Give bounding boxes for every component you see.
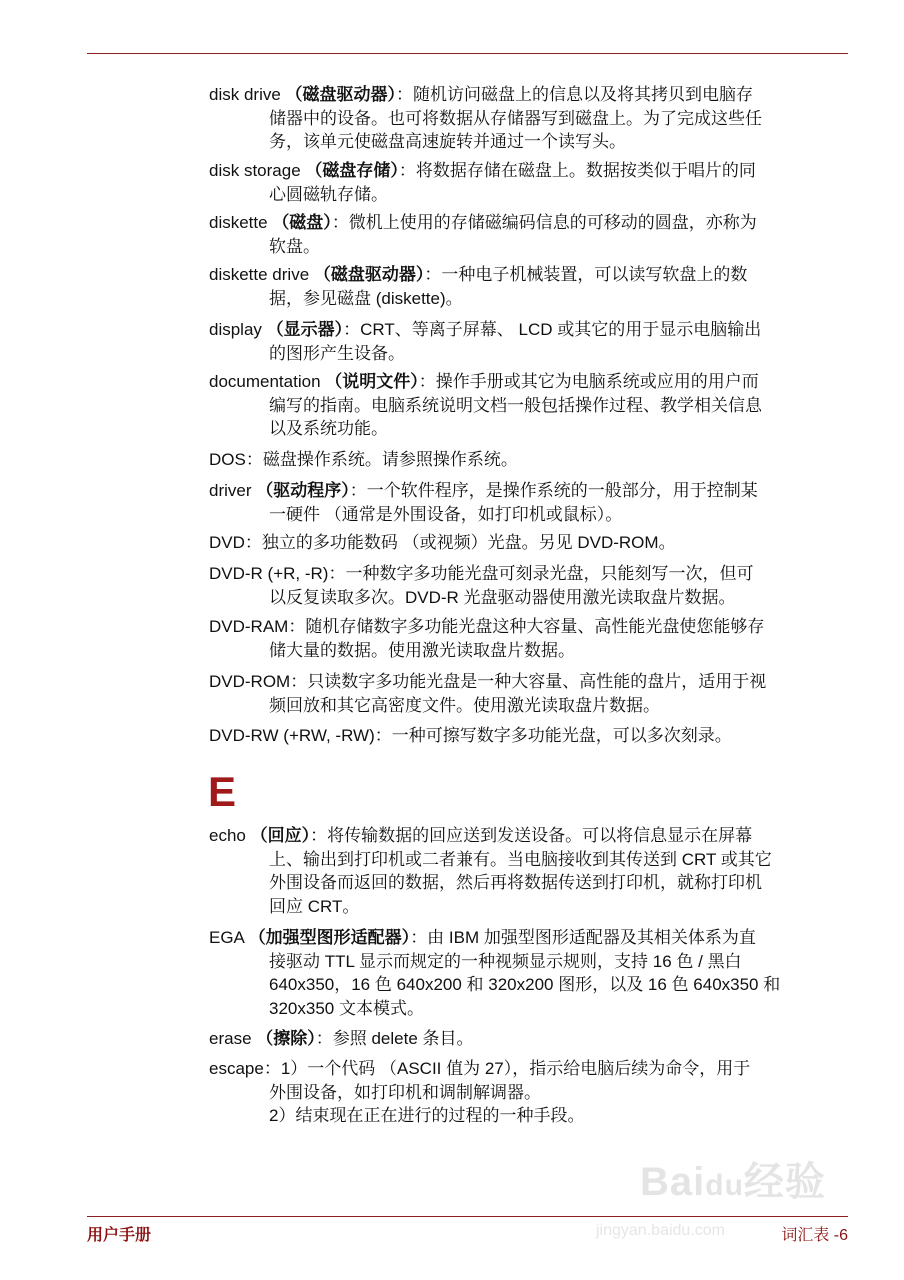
footer-rule [87, 1216, 848, 1217]
entry-term: DOS [209, 450, 246, 469]
glossary-entry [209, 531, 859, 555]
glossary-entry [209, 562, 859, 609]
entry-definition: ：参照 delete 条目。 [315, 1029, 474, 1048]
entry-term: DVD [209, 533, 245, 552]
watermark-url: jingyan.baidu.com [596, 1222, 725, 1239]
entry-first-line [209, 615, 859, 639]
entry-first-line [209, 211, 859, 235]
entry-continuation: 心圆磁轨存储。 [269, 184, 388, 204]
glossary-entry [209, 370, 859, 441]
glossary-entry [209, 615, 859, 662]
entry-definition: ：将数据存储在磁盘上。数据按类似于唱片的同 [398, 161, 756, 180]
entry-first-line [209, 926, 859, 950]
entry-continuation: 据，参见磁盘 (diskette)。 [269, 288, 463, 308]
entry-term-chinese: （回应） [250, 826, 311, 845]
entry-definition: ：一种可擦写数字多功能光盘，可以多次刻录。 [374, 726, 732, 745]
entry-definition: ：一个软件程序，是操作系统的一般部分，用于控制某 [349, 481, 758, 500]
watermark-logo: Baidu经验 [640, 1160, 826, 1204]
header-rule [87, 53, 848, 54]
entry-term: EGA [209, 928, 249, 947]
entry-continuation: 外围设备，如打印机和调制解调器。 [269, 1082, 541, 1102]
entry-continuation: 编写的指南。电脑系统说明文档一般包括操作过程、教学相关信息 [269, 395, 762, 415]
entry-term: diskette drive [209, 265, 314, 284]
entry-definition: ：1）一个代码 （ASCII 值为 27），指示给电脑后续为命令，用于 [263, 1059, 751, 1078]
footer-title: 用户手册 [87, 1227, 152, 1244]
glossary-entry [209, 211, 859, 258]
entry-continuation: 320x350 文本模式。 [269, 998, 424, 1018]
entry-continuation: 频回放和其它高密度文件。使用激光读取盘片数据。 [269, 695, 660, 715]
entry-first-line [209, 724, 859, 748]
entry-term: disk drive [209, 85, 286, 104]
entry-definition: ：微机上使用的存储磁编码信息的可移动的圆盘，亦称为 [331, 213, 757, 232]
entry-definition: ：随机访问磁盘上的信息以及将其拷贝到电脑存 [396, 85, 754, 104]
glossary-entry [209, 263, 859, 310]
entry-first-line [209, 318, 859, 342]
entry-continuation: 回应 CRT。 [269, 896, 360, 916]
entry-term-chinese: （磁盘存储） [305, 161, 399, 180]
entry-term: display [209, 320, 267, 339]
entry-definition: ：一种数字多功能光盘可刻录光盘，只能刻写一次，但可 [328, 564, 754, 583]
entry-first-line [209, 263, 859, 287]
entry-term-chinese: （磁盘） [272, 213, 332, 232]
entry-continuation: 软盘。 [269, 236, 320, 256]
entry-continuation: 储大量的数据。使用激光读取盘片数据。 [269, 640, 575, 660]
section-heading: E [208, 768, 237, 815]
entry-continuation: 一硬件 （通常是外围设备，如打印机或鼠标）。 [269, 504, 623, 524]
entry-term-chinese: （显示器） [266, 320, 344, 339]
glossary-entry [209, 159, 859, 206]
entry-continuation: 2）结束现在正在进行的过程的一种手段。 [269, 1106, 585, 1125]
entry-continuation: 接驱动 TTL 显示而规定的一种视频显示规则，支持 16 色 / 黑白 [269, 951, 742, 971]
entry-first-line [209, 479, 859, 503]
entry-definition: ：操作手册或其它为电脑系统或应用的用户而 [418, 372, 759, 391]
entry-continuation: 储器中的设备。也可将数据从存储器写到磁盘上。为了完成这些任 [269, 108, 762, 128]
entry-term: driver [209, 481, 257, 500]
entry-first-line [209, 83, 859, 107]
entry-term: erase [209, 1029, 257, 1048]
entry-definition: ：只读数字多功能光盘是一种大容量、高性能的盘片，适用于视 [290, 672, 767, 691]
glossary-entry [209, 670, 859, 717]
glossary-entry [209, 83, 859, 154]
glossary-entry [209, 1057, 859, 1128]
entry-term-chinese: （驱动程序） [256, 481, 350, 500]
entry-definition: ：随机存储数字多功能光盘这种大容量、高性能光盘使您能够存 [288, 617, 765, 636]
footer-page-number: 词汇表 -6 [781, 1227, 848, 1244]
entry-definition: ：磁盘操作系统。请参照操作系统。 [245, 450, 518, 469]
entry-first-line [209, 824, 859, 848]
entry-continuation: 的图形产生设备。 [269, 343, 405, 363]
entry-continuation: 外围设备而返回的数据，然后再将数据传送到打印机，就称打印机 [269, 873, 762, 892]
entry-term-chinese: （擦除） [256, 1029, 316, 1048]
entry-term: escape [209, 1059, 264, 1078]
entry-term: DVD-R (+R, -R) [209, 564, 329, 583]
entry-continuation: 以及系统功能。 [269, 419, 388, 438]
entry-first-line [209, 370, 859, 394]
glossary-entry [209, 448, 859, 472]
glossary-entry [209, 926, 859, 1020]
entry-definition: ：将传输数据的回应送到发送设备。可以将信息显示在屏幕 [310, 826, 753, 845]
entry-term-chinese: （加强型图形适配器） [248, 928, 411, 947]
entry-definition: ：一种电子机械装置，可以读写软盘上的数 [424, 265, 748, 284]
entry-term-chinese: （磁盘驱动器） [313, 265, 425, 284]
entry-first-line [209, 531, 859, 555]
entry-first-line [209, 1027, 859, 1051]
glossary-entry [209, 724, 859, 748]
entry-definition: ：CRT、等离子屏幕、 LCD 或其它的用于显示电脑输出 [343, 320, 762, 339]
glossary-entry [209, 1027, 859, 1051]
entry-term: diskette [209, 213, 273, 232]
entry-continuation: 以反复读取多次。DVD-R 光盘驱动器使用激光读取盘片数据。 [269, 587, 736, 607]
entry-term: DVD-ROM [209, 672, 291, 691]
entry-continuation: 上、输出到打印机或二者兼有。当电脑接收到其传送到 CRT 或其它 [269, 849, 772, 869]
glossary-entry [209, 824, 859, 918]
entry-term: documentation [209, 372, 326, 391]
entry-first-line [209, 1057, 859, 1081]
entry-term: disk storage [209, 161, 306, 180]
entry-first-line [209, 670, 859, 694]
glossary-entry [209, 479, 859, 526]
entry-continuation: 务，该单元使磁盘高速旋转并通过一个读写头。 [269, 132, 626, 151]
entry-first-line [209, 159, 859, 183]
entry-term: echo [209, 826, 251, 845]
entry-term: DVD-RAM [209, 617, 289, 636]
entry-first-line [209, 562, 859, 586]
entry-first-line [209, 448, 859, 472]
entry-continuation: 640x350，16 色 640x200 和 320x200 图形，以及 16 色 640x350 和 [269, 975, 781, 994]
entry-term-chinese: （磁盘驱动器） [285, 85, 397, 104]
entry-term-chinese: （说明文件） [325, 372, 419, 391]
entry-definition: ：独立的多功能数码 （或视频）光盘。另见 DVD-ROM。 [244, 533, 676, 552]
entry-definition: ：由 IBM 加强型图形适配器及其相关体系为直 [410, 928, 756, 947]
glossary-entry [209, 318, 859, 365]
entry-term: DVD-RW (+RW, -RW) [209, 726, 375, 745]
